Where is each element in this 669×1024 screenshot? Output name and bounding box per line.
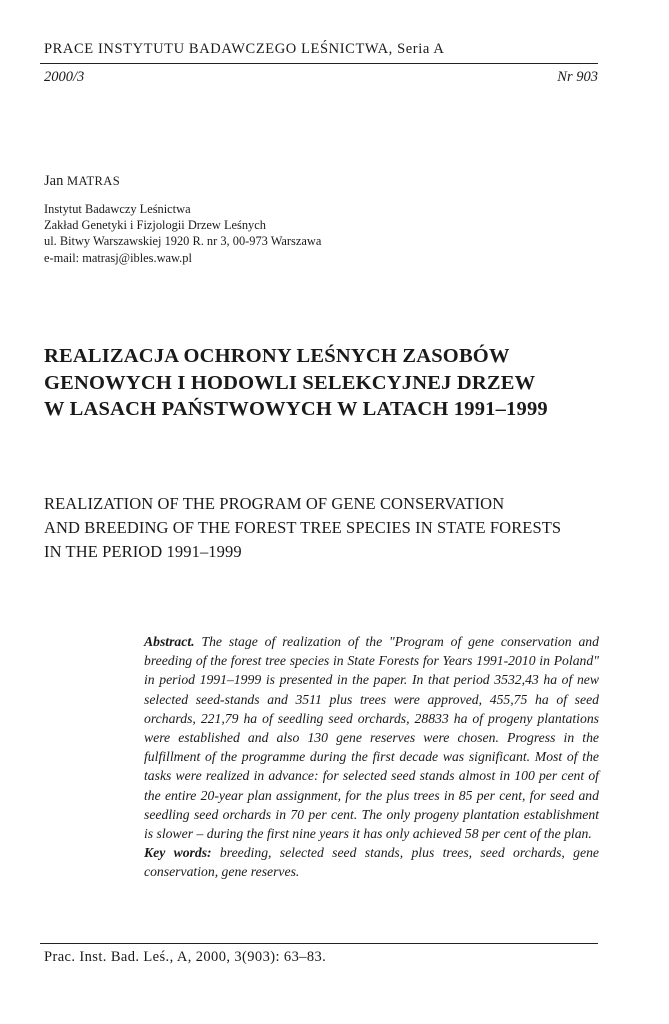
abstract-text: The stage of realization of the "Program of gene conservation and breeding of the forest tree species in State Forests for Years 1991-2010 in Poland" in period 1991–1999 is presented in the paper. In that period 3532,43 ha of new selected seed-stands and 3511 plus trees were approved, 455,75 ha of seed orchards, 221,79 ha of seedling seed orchards, 28833 ha of progeny plantations were established and also 130 gene reserves were chosen. Progress in the fulfillment of the programme during the first decade was significant. Most of the tasks were realized in advance: for selected seed stands almost in 100 per cent of the entire 20-year plan assignment, for the plus trees in 85 per cent, for seed and seedling seed orchards in 70 per cent. The only progeny plantation establishment is slower – during the first nine years it has only achieved 58 per cent of the plan. [144, 634, 599, 842]
keywords-label: Key words: [144, 845, 212, 861]
header-divider [40, 63, 598, 64]
affiliation-address: ul. Bitwy Warszawskiej 1920 R. nr 3, 00-973 Warszawa [44, 234, 322, 249]
keywords-paragraph [144, 843, 599, 881]
journal-name: PRACE INSTYTUTU BADAWCZEGO LEŚNICTWA, Seria A [44, 41, 445, 57]
abstract-block [144, 632, 599, 882]
abstract-paragraph [144, 632, 599, 843]
title-english-line: IN THE PERIOD 1991–1999 [44, 542, 242, 561]
title-polish-line: W LASACH PAŃSTWOWYCH W LATACH 1991–1999 [44, 398, 548, 420]
issue-info [44, 69, 598, 86]
title-polish-line: GENOWYCH I HODOWLI SELEKCYJNEJ DRZEW [44, 371, 536, 394]
title-english [44, 492, 561, 564]
issue-year: 2000/3 [44, 69, 85, 85]
keywords-text: breeding, selected seed stands, plus trees, seed orchards, gene conservation, gene reserves. [144, 845, 599, 880]
citation: Prac. Inst. Bad. Leś., A, 2000, 3(903): 63–83. [44, 949, 327, 965]
title-english-line: REALIZATION OF THE PROGRAM OF GENE CONSERVATION [44, 494, 505, 513]
author-affiliation [44, 201, 321, 266]
abstract-label: Abstract. [144, 634, 195, 649]
affiliation-department: Zakład Genetyki i Fizjologii Drzew Leśnych [44, 218, 266, 233]
issue-number: Nr 903 [557, 69, 598, 85]
affiliation-institute: Instytut Badawczy Leśnictwa [44, 202, 191, 216]
footer-divider [40, 943, 598, 944]
title-polish-line: REALIZACJA OCHRONY LEŚNYCH ZASOBÓW [44, 345, 510, 367]
title-polish [44, 343, 548, 423]
title-english-line: AND BREEDING OF THE FOREST TREE SPECIES IN STATE FORESTS [44, 518, 562, 537]
author-last-name: MATRAS [66, 174, 121, 188]
author-name [44, 173, 120, 190]
author-first-name: Jan [44, 173, 64, 189]
affiliation-email: e-mail: matrasj@ibles.waw.pl [44, 250, 192, 265]
